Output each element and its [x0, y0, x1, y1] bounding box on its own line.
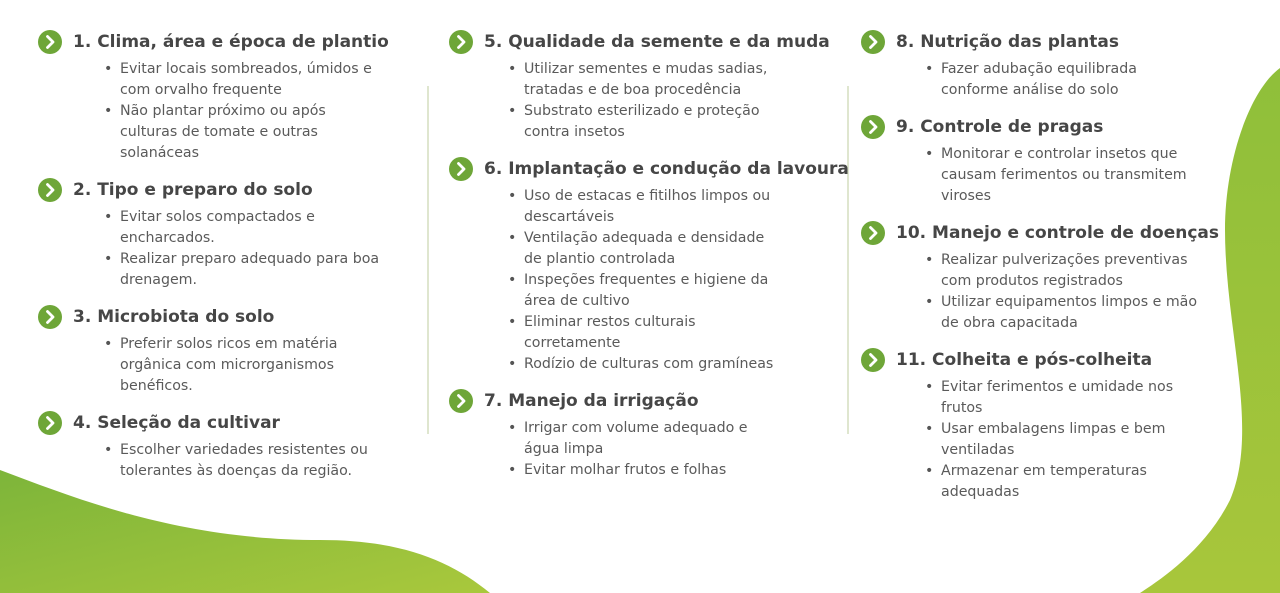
bullet-line: Monitorar e controlar insetos que	[941, 146, 1178, 162]
section-heading	[38, 28, 408, 56]
bullet-item	[102, 334, 408, 397]
bullet-item	[923, 292, 1221, 334]
column-2	[449, 28, 849, 493]
practice-section	[861, 346, 1221, 503]
bullet-line: Eliminar restos culturais	[524, 314, 696, 330]
section-heading	[861, 28, 1221, 56]
bullet-line: Realizar pulverizações preventivas	[941, 252, 1188, 268]
column-1	[38, 28, 408, 494]
section-title: 4. Seleção da cultivar	[73, 413, 280, 433]
bullet-item	[506, 354, 839, 375]
bullet-item	[923, 377, 1221, 419]
bullet-line: Substrato esterilizado e proteção	[524, 103, 760, 119]
practice-section	[449, 28, 839, 143]
practice-section	[38, 176, 408, 291]
bullet-item	[506, 101, 839, 143]
bullet-item	[102, 207, 408, 249]
bullet-line: Ventilação adequada e densidade	[524, 230, 765, 246]
chevron-right-icon	[38, 411, 62, 435]
bullet-line: Armazenar em temperaturas	[941, 463, 1147, 479]
section-title: 6. Implantação e condução da lavoura	[484, 159, 849, 179]
bullet-line: Rodízio de culturas com gramíneas	[524, 356, 774, 372]
bullet-line: Uso de estacas e fitilhos limpos ou	[524, 188, 771, 204]
bullet-line: culturas de tomate e outras	[120, 124, 318, 140]
chevron-right-icon	[861, 221, 885, 245]
section-title: 5. Qualidade da semente e da muda	[484, 32, 830, 52]
bullet-item	[506, 418, 839, 460]
bullet-line: Irrigar com volume adequado e	[524, 420, 748, 436]
bullet-item	[506, 270, 839, 312]
bullet-line: contra insetos	[524, 124, 625, 140]
section-heading	[38, 176, 408, 204]
bullet-item	[102, 59, 408, 101]
bullet-line: Evitar molhar frutos e folhas	[524, 462, 727, 478]
bullet-item	[506, 312, 839, 354]
bullet-line: Usar embalagens limpas e bem	[941, 421, 1166, 437]
bullet-line: de obra capacitada	[941, 315, 1078, 331]
bullet-item	[923, 419, 1221, 461]
bullet-line: de plantio controlada	[524, 251, 676, 267]
column-divider	[847, 86, 849, 434]
bullet-line: conforme análise do solo	[941, 82, 1119, 98]
practice-section	[861, 28, 1221, 101]
section-title: 2. Tipo e preparo do solo	[73, 180, 313, 200]
chevron-right-icon	[38, 30, 62, 54]
bullet-list	[506, 59, 839, 143]
bullet-line: Escolher variedades resistentes ou	[120, 442, 368, 458]
bullet-list	[506, 418, 839, 481]
chevron-right-icon	[449, 157, 473, 181]
bullet-line: Preferir solos ricos em matéria	[120, 336, 338, 352]
bullet-list	[923, 250, 1221, 334]
bullet-list	[102, 59, 408, 164]
section-heading	[449, 28, 839, 56]
bullet-item	[506, 460, 839, 481]
bullet-line: Evitar locais sombreados, úmidos e	[120, 61, 372, 77]
bullet-line: descartáveis	[524, 209, 615, 225]
section-heading	[861, 219, 1221, 247]
bullet-line: orgânica com microrganismos	[120, 357, 334, 373]
bullet-item	[102, 440, 408, 482]
bullet-item	[506, 228, 839, 270]
bullet-item	[506, 186, 839, 228]
bullet-list	[506, 186, 839, 375]
practice-section	[449, 387, 839, 481]
practice-section	[449, 155, 849, 375]
section-heading	[449, 155, 849, 183]
bullet-line: frutos	[941, 400, 983, 416]
bullet-line: corretamente	[524, 335, 621, 351]
column-divider	[427, 86, 429, 434]
bullet-list	[102, 440, 408, 482]
section-heading	[38, 409, 408, 437]
bullet-line: tolerantes às doenças da região.	[120, 463, 353, 479]
bullet-item	[102, 249, 408, 291]
bullet-line: Fazer adubação equilibrada	[941, 61, 1137, 77]
bullet-item	[506, 59, 839, 101]
bullet-list	[923, 144, 1221, 207]
practice-section	[38, 409, 408, 482]
bullet-item	[923, 250, 1221, 292]
section-heading	[449, 387, 839, 415]
practice-section	[38, 28, 408, 164]
section-title: 7. Manejo da irrigação	[484, 391, 699, 411]
bullet-line: com orvalho frequente	[120, 82, 282, 98]
practice-section	[38, 303, 408, 397]
chevron-right-icon	[38, 178, 62, 202]
bullet-item	[923, 144, 1221, 207]
practice-section	[861, 113, 1221, 207]
practice-section	[861, 219, 1221, 334]
bullet-line: área de cultivo	[524, 293, 630, 309]
bullet-line: Evitar ferimentos e umidade nos	[941, 379, 1174, 395]
bullet-line: água limpa	[524, 441, 604, 457]
bullet-line: ventiladas	[941, 442, 1015, 458]
section-title: 11. Colheita e pós-colheita	[896, 350, 1153, 370]
bullet-line: Utilizar equipamentos limpos e mão	[941, 294, 1198, 310]
bullet-list	[102, 334, 408, 397]
bullet-line: Não plantar próximo ou após	[120, 103, 326, 119]
bullet-line: Evitar solos compactados e	[120, 209, 315, 225]
bullet-item	[923, 59, 1221, 101]
bullet-item	[102, 101, 408, 164]
chevron-right-icon	[38, 305, 62, 329]
bullet-line: drenagem.	[120, 272, 198, 288]
bullet-line: solanáceas	[120, 145, 200, 161]
bullet-line: encharcados.	[120, 230, 215, 246]
section-title: 1. Clima, área e época de plantio	[73, 32, 389, 52]
bullet-line: benéficos.	[120, 378, 193, 394]
bullet-line: causam ferimentos ou transmitem	[941, 167, 1187, 183]
section-heading	[861, 113, 1221, 141]
chevron-right-icon	[861, 348, 885, 372]
chevron-right-icon	[449, 30, 473, 54]
bullet-item	[923, 461, 1221, 503]
bullet-line: Utilizar sementes e mudas sadias,	[524, 61, 768, 77]
bullet-line: viroses	[941, 188, 992, 204]
bullet-list	[102, 207, 408, 291]
bullet-line: adequadas	[941, 484, 1020, 500]
chevron-right-icon	[861, 30, 885, 54]
bullet-line: com produtos registrados	[941, 273, 1123, 289]
section-title: 8. Nutrição das plantas	[896, 32, 1119, 52]
bullet-line: tratadas e de boa procedência	[524, 82, 742, 98]
chevron-right-icon	[861, 115, 885, 139]
bullet-list	[923, 59, 1221, 101]
section-title: 3. Microbiota do solo	[73, 307, 275, 327]
section-title: 10. Manejo e controle de doenças	[896, 223, 1220, 243]
section-heading	[38, 303, 408, 331]
chevron-right-icon	[449, 389, 473, 413]
section-title: 9. Controle de pragas	[896, 117, 1104, 137]
bullet-line: Inspeções frequentes e higiene da	[524, 272, 769, 288]
column-3	[861, 28, 1221, 515]
bullet-line: Realizar preparo adequado para boa	[120, 251, 380, 267]
section-heading	[861, 346, 1221, 374]
bullet-list	[923, 377, 1221, 503]
